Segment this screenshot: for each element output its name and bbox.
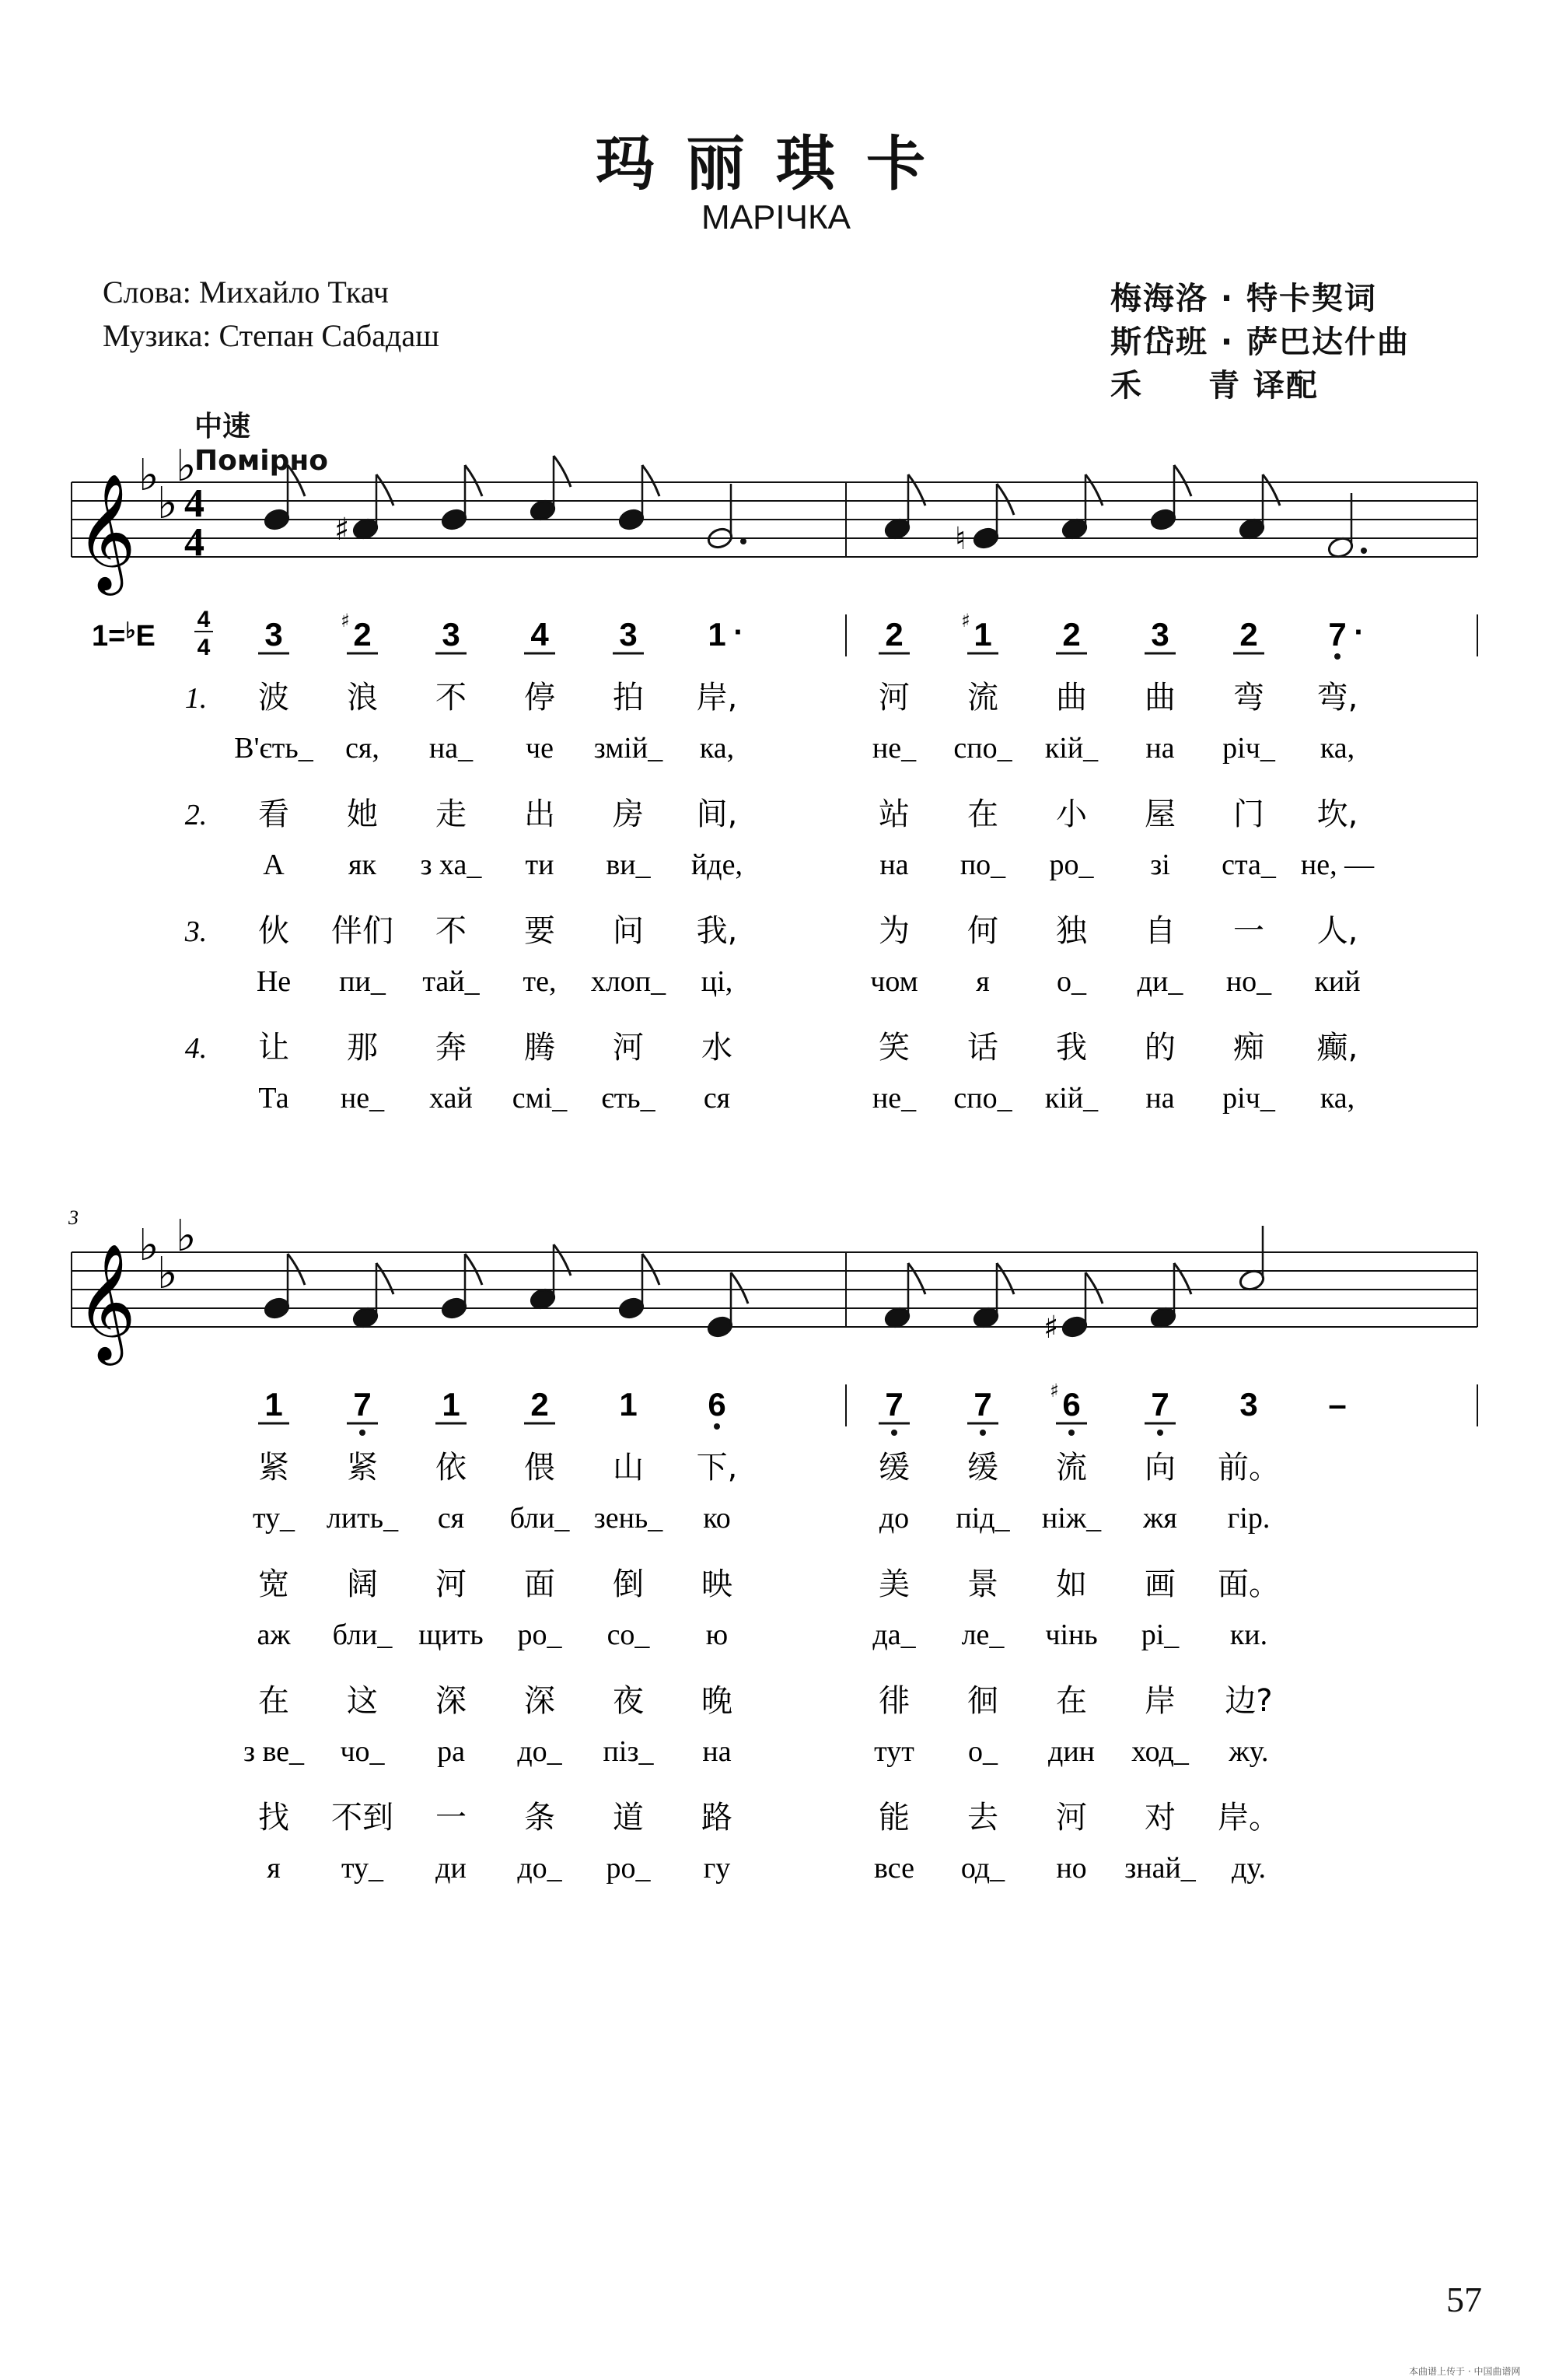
lyric-cn-syllable: 不 [435,913,467,949]
lyric-cn-syllable: 山 [613,1450,644,1486]
dot-mark [740,538,746,544]
lyric-cn-syllable: 画 [1145,1566,1176,1602]
jianpu-low-dot [359,1430,365,1436]
lyric-cn-syllable: 何 [967,913,998,949]
lyric-ua-syllable: ся [703,1081,731,1115]
treble-clef-icon: 𝄞 [76,1242,136,1360]
lyric-cn-syllable: 曲 [1145,680,1176,716]
lyric-ua-syllable: ход_ [1131,1734,1189,1768]
lyric-ua-syllable: спо_ [953,1081,1012,1115]
lyric-ua-syllable: о_ [1057,964,1086,998]
lyric-cn-syllable: 深 [435,1683,467,1719]
lyric-ua-syllable: Та [258,1081,289,1115]
jianpu-note: 7 [1328,616,1347,653]
lyric-ua-syllable: не, — [1300,848,1375,881]
lyric-ua-syllable: смі_ [512,1081,568,1115]
note-flag [288,1254,305,1285]
lyric-ua-syllable: бли_ [332,1618,393,1651]
note-head [1061,1315,1089,1339]
lyric-cn-syllable: 面 [524,1566,555,1602]
lyric-cn-syllable: 的 [1145,1030,1176,1066]
jianpu-note: 1 [708,616,726,653]
lyric-ua-syllable: йде, [690,848,743,881]
lyric-ua-syllable: ро_ [606,1851,651,1885]
jianpu-note: 1 [619,1386,638,1423]
lyric-cn-syllable: 河 [435,1566,467,1602]
lyric-cn-syllable: 晚 [701,1683,732,1719]
lyric-cn-syllable: 流 [1056,1450,1087,1486]
note-head [617,1297,645,1321]
note-head [351,1306,379,1330]
lyric-ua-syllable: ди [435,1851,467,1885]
note-head [1149,1306,1177,1330]
lyric-ua-syllable: ки. [1229,1618,1268,1651]
lyric-cn-syllable: 前。 [1218,1450,1280,1486]
flat-icon: ♭ [138,450,159,501]
lyric-ua-syllable: спо_ [953,731,1012,765]
lyric-ua-syllable: ка, [1320,1081,1355,1115]
lyric-cn-syllable: 徘 [879,1683,910,1719]
lyric-cn-syllable: 曲 [1056,680,1087,716]
lyric-ua-syllable: на_ [428,731,474,765]
jianpu-time-bottom: 4 [197,635,211,660]
lyric-cn-syllable: 伙 [258,913,289,949]
lyric-ua-syllable: ду. [1231,1851,1267,1885]
jianpu-note: 1 [264,1386,283,1423]
composer-credit-cn: 斯岱班 · 萨巴达什曲 [1110,324,1410,360]
lyric-ua-syllable: лить_ [326,1501,399,1535]
note-flag [731,1272,748,1304]
lyric-ua-syllable: бли_ [509,1501,570,1535]
lyric-cn-syllable: 路 [701,1800,732,1836]
jianpu-note: 3 [619,616,638,653]
jianpu-low-dot [891,1430,897,1436]
lyric-cn-syllable: 小 [1056,796,1087,832]
dot-mark [1361,548,1367,554]
lyric-ua-syllable: ту_ [252,1501,295,1535]
lyricist-credit: Слова: Михайло Ткач [103,275,389,310]
jianpu-sharp: ♯ [341,610,350,632]
lyric-ua-syllable: ся, [345,731,379,765]
lyric-cn-syllable: 为 [879,913,910,949]
lyric-ua-syllable: Не [256,964,292,998]
lyric-cn-syllable: 岸 [1145,1683,1176,1719]
verse-number: 1. [184,682,208,715]
lyric-cn-syllable: 边? [1225,1683,1273,1719]
measure-number: 3 [68,1206,79,1229]
lyric-cn-syllable: 对 [1145,1800,1176,1836]
lyric-ua-syllable: на [879,848,909,881]
lyric-ua-syllable: ди_ [1137,964,1183,998]
jianpu-low-dot [1068,1430,1075,1436]
lyric-ua-syllable: да_ [872,1618,916,1651]
lyric-ua-syllable: ти [525,848,554,881]
lyric-ua-syllable: хай [429,1081,473,1115]
note-head [351,517,379,541]
jianpu-note: 1 [973,616,992,653]
lyric-ua-syllable: ста_ [1222,848,1276,881]
lyric-cn-syllable: 拍 [613,680,644,716]
jianpu-note: 4 [530,616,549,653]
lyric-ua-syllable: зень_ [593,1501,663,1535]
lyric-ua-syllable: ро_ [517,1618,562,1651]
lyric-ua-syllable: ра [437,1734,465,1768]
lyric-ua-syllable: ту_ [341,1851,384,1885]
jianpu-note: 7 [885,1386,904,1423]
lyric-ua-syllable: А [263,848,285,881]
jianpu-dot: · [733,615,744,649]
lyric-cn-syllable: 弯 [1233,680,1264,716]
lyric-ua-syllable: не_ [872,731,917,765]
jianpu-note: 3 [442,616,460,653]
jianpu-sharp: ♯ [1050,1380,1059,1402]
lyric-ua-syllable: на [1145,731,1175,765]
lyric-cn-syllable: 在 [1056,1683,1087,1719]
note-flag [288,465,305,496]
lyric-cn-syllable: 面。 [1218,1566,1280,1602]
note-head [1061,517,1089,541]
lyric-ua-syllable: я [976,964,990,998]
lyric-ua-syllable: ніж_ [1041,1501,1102,1535]
lyric-cn-syllable: 阔 [347,1566,378,1602]
note-flag [642,465,659,496]
lyric-ua-syllable: дин [1047,1734,1096,1768]
lyric-cn-syllable: 流 [967,680,998,716]
lyric-ua-syllable: річ_ [1222,731,1275,765]
lyric-ua-syllable: все [874,1851,914,1885]
lyric-ua-syllable: до_ [517,1734,562,1768]
note-head [706,1315,734,1339]
lyric-cn-syllable: 波 [258,680,289,716]
lyric-cn-syllable: 缓 [967,1450,998,1486]
lyric-ua-syllable: пи_ [339,964,386,998]
jianpu-note: 3 [1239,1386,1258,1423]
jianpu-note: 1 [442,1386,460,1423]
lyric-ua-syllable: В'єть_ [234,731,313,765]
lyric-ua-syllable: гу [703,1851,731,1885]
lyric-cn-syllable: 紧 [347,1450,378,1486]
lyric-cn-syllable: 一 [435,1800,467,1836]
lyric-ua-syllable: я [267,1851,281,1885]
lyric-cn-syllable: 河 [879,680,910,716]
lyric-ua-syllable: до [879,1501,910,1535]
lyric-ua-syllable: аж [257,1618,291,1651]
lyric-cn-syllable: 笑 [879,1030,910,1066]
lyric-ua-syllable: єть_ [601,1081,655,1115]
note-head [1238,1269,1266,1293]
lyric-ua-syllable: гір. [1227,1501,1271,1535]
jianpu-note: 7 [1151,1386,1169,1423]
lyric-cn-syllable: 缓 [879,1450,910,1486]
lyric-cn-syllable: 景 [967,1566,998,1602]
verse-number: 3. [184,915,208,948]
lyric-ua-syllable: кій_ [1044,1081,1099,1115]
treble-clef-icon: 𝄞 [76,472,136,590]
tempo-cn: 中速 [194,411,251,443]
lyric-ua-syllable: піз_ [603,1734,654,1768]
lyric-ua-syllable: чо_ [340,1734,385,1768]
jianpu-note: 2 [530,1386,549,1423]
tempo-ua: Помірно [194,445,329,477]
jianpu-note: 2 [1239,616,1258,653]
lyric-ua-syllable: ро_ [1049,848,1094,881]
lyric-ua-syllable: під_ [956,1501,1010,1535]
lyric-cn-syllable: 一 [1233,913,1264,949]
lyric-ua-syllable: ко [703,1501,731,1535]
note-flag [642,1254,659,1285]
lyric-ua-syllable: зі [1150,848,1170,881]
lyric-ua-syllable: ле_ [961,1618,1005,1651]
jianpu-note: 2 [885,616,904,653]
translator-credit-cn: 禾 青 译配 [1110,368,1319,404]
lyric-ua-syllable: о_ [968,1734,998,1768]
lyric-ua-syllable: чінь [1045,1618,1098,1651]
lyric-cn-syllable: 向 [1145,1450,1176,1486]
lyric-ua-syllable: не_ [872,1081,917,1115]
lyric-ua-syllable: не_ [340,1081,385,1115]
lyric-cn-syllable: 倒 [613,1566,644,1602]
lyric-cn-syllable: 她 [347,796,378,832]
lyric-cn-syllable: 走 [435,796,467,832]
jianpu-time-top: 4 [197,607,211,632]
jianpu-note: 2 [1062,616,1081,653]
lyric-ua-syllable: тут [874,1734,914,1768]
lyric-cn-syllable: 道 [613,1800,644,1836]
note-head [440,1297,468,1321]
lyric-ua-syllable: че [526,731,554,765]
lyric-cn-syllable: 痴 [1233,1030,1264,1066]
lyric-ua-syllable: ви_ [606,848,651,881]
natural-icon: ♮ [955,521,967,557]
lyric-ua-syllable: з ха_ [420,848,482,881]
lyric-cn-syllable: 弯, [1316,680,1358,716]
lyric-ua-syllable: тай_ [422,964,480,998]
verse-number: 4. [184,1032,208,1065]
lyric-cn-syllable: 下, [696,1450,738,1486]
lyric-cn-syllable: 坎, [1316,796,1358,832]
lyric-ua-syllable: те, [523,964,557,998]
lyric-cn-syllable: 这 [347,1683,378,1719]
lyric-ua-syllable: ці, [701,964,733,998]
sharp-icon: ♯ [334,512,350,548]
page-number: 57 [1446,2280,1482,2319]
lyric-cn-syllable: 徊 [967,1683,998,1719]
lyric-cn-syllable: 深 [524,1683,555,1719]
lyric-cn-syllable: 我, [696,913,738,949]
lyric-cn-syllable: 不 [435,680,467,716]
note-head [1238,517,1266,541]
lyric-cn-syllable: 如 [1056,1566,1087,1602]
note-head [972,1306,1000,1330]
note-head [883,517,911,541]
lyric-cn-syllable: 房 [613,796,644,832]
jianpu-low-dot [1157,1430,1163,1436]
lyric-ua-syllable: ю [705,1618,729,1651]
note-head [440,508,468,532]
flat-icon: ♭ [138,1220,159,1271]
lyric-cn-syllable: 奔 [435,1030,467,1066]
lyric-ua-syllable: жу. [1229,1734,1269,1768]
lyricist-credit-cn: 梅海洛 · 特卡契词 [1110,281,1378,317]
jianpu-low-dot [1334,653,1341,660]
lyric-cn-syllable: 偎 [524,1450,555,1486]
lyric-cn-syllable: 在 [967,796,998,832]
lyric-ua-syllable: щить [418,1618,484,1651]
lyric-cn-syllable: 自 [1145,913,1176,949]
note-head [617,508,645,532]
lyric-cn-syllable: 癫, [1316,1030,1358,1066]
lyric-ua-syllable: змій_ [593,731,663,765]
lyric-ua-syllable: на [702,1734,732,1768]
note-flag [465,465,482,496]
jianpu-note: 7 [973,1386,992,1423]
song-subtitle: МАРІЧКА [701,198,851,236]
lyric-ua-syllable: хлоп_ [590,964,666,998]
lyric-cn-syllable: 出 [524,796,555,832]
lyric-cn-syllable: 去 [967,1800,998,1836]
jianpu-note: 3 [264,616,283,653]
jianpu-low-dot [714,1423,720,1430]
lyric-ua-syllable: ся [437,1501,465,1535]
lyric-ua-syllable: чом [870,964,918,998]
jianpu-low-dot [980,1430,986,1436]
note-head [529,1287,557,1311]
lyric-cn-syllable: 能 [879,1800,910,1836]
footer-watermark: 本曲谱上传于 · 中国曲谱网 [1409,2366,1521,2377]
lyric-ua-syllable: на [1145,1081,1175,1115]
lyric-cn-syllable: 问 [613,913,644,949]
sharp-icon: ♯ [1043,1310,1059,1346]
lyric-cn-syllable: 条 [524,1800,555,1836]
note-head [263,508,291,532]
lyric-cn-syllable: 要 [524,913,555,949]
lyric-cn-syllable: 屋 [1145,796,1176,832]
flat-icon: ♭ [157,478,178,529]
jianpu-note: – [1328,1386,1347,1423]
jianpu-note: 6 [708,1386,726,1423]
note-head [263,1297,291,1321]
note-head [1149,508,1177,532]
lyric-cn-syllable: 站 [879,796,910,832]
composer-credit: Музика: Степан Сабадаш [103,318,439,353]
lyric-cn-syllable: 话 [967,1030,998,1066]
lyric-cn-syllable: 人, [1316,913,1358,949]
lyric-cn-syllable: 独 [1056,913,1087,949]
jianpu-note: 7 [353,1386,372,1423]
time-signature-top: 4 [184,481,204,526]
jianpu-dot: · [1354,615,1365,649]
jianpu-note: 6 [1062,1386,1081,1423]
lyric-ua-syllable: до_ [517,1851,562,1885]
note-flag [997,484,1014,515]
lyric-cn-syllable: 夜 [613,1683,644,1719]
lyric-cn-syllable: 水 [701,1030,732,1066]
lyric-cn-syllable: 岸。 [1218,1800,1280,1836]
note-flag [1174,465,1191,496]
verse-number: 2. [184,799,208,831]
lyric-cn-syllable: 那 [347,1030,378,1066]
lyric-ua-syllable: жя [1143,1501,1177,1535]
lyric-cn-syllable: 美 [879,1566,910,1602]
lyric-cn-syllable: 河 [1056,1800,1087,1836]
lyric-cn-syllable: 门 [1233,796,1264,832]
lyric-cn-syllable: 河 [613,1030,644,1066]
key-signature: 1=♭E [92,618,156,653]
jianpu-note: 2 [353,616,372,653]
note-flag [1085,1272,1103,1304]
lyric-cn-syllable: 紧 [258,1450,289,1486]
lyric-ua-syllable: знай_ [1124,1851,1196,1885]
lyric-cn-syllable: 依 [435,1450,467,1486]
lyric-ua-syllable: но_ [1225,964,1272,998]
lyric-cn-syllable: 找 [258,1800,289,1836]
lyric-ua-syllable: кий [1314,964,1361,998]
lyric-cn-syllable: 间, [696,796,738,832]
lyric-ua-syllable: по_ [960,848,1006,881]
song-title: 玛丽琪卡 [596,129,956,198]
lyric-cn-syllable: 看 [258,796,289,832]
lyric-ua-syllable: річ_ [1222,1081,1275,1115]
lyric-cn-syllable: 让 [258,1030,289,1066]
lyric-ua-syllable: но [1056,1851,1087,1885]
lyric-ua-syllable: рі_ [1141,1618,1180,1651]
jianpu-sharp: ♯ [961,610,970,632]
flat-icon: ♭ [176,1211,197,1262]
lyric-cn-syllable: 在 [258,1683,289,1719]
note-head [1327,536,1355,560]
lyric-cn-syllable: 停 [524,680,555,716]
lyric-cn-syllable: 宽 [258,1566,289,1602]
lyric-cn-syllable: 我 [1056,1030,1087,1066]
note-head [883,1306,911,1330]
lyric-ua-syllable: ка, [699,731,735,765]
lyric-ua-syllable: з ве_ [243,1734,305,1768]
lyric-cn-syllable: 映 [701,1566,732,1602]
lyric-ua-syllable: кій_ [1044,731,1099,765]
flat-icon: ♭ [176,441,197,492]
note-head [972,527,1000,551]
lyric-cn-syllable: 不到 [331,1800,393,1836]
lyric-cn-syllable: 伴们 [331,913,393,949]
note-flag [465,1254,482,1285]
time-signature-bottom: 4 [184,520,204,565]
jianpu-note: 3 [1151,616,1169,653]
lyric-cn-syllable: 腾 [524,1030,555,1066]
lyric-ua-syllable: ка, [1320,731,1355,765]
lyric-ua-syllable: со_ [606,1618,650,1651]
flat-icon: ♭ [157,1248,178,1299]
note-head [529,499,557,523]
lyric-cn-syllable: 浪 [347,680,378,716]
lyric-cn-syllable: 岸, [696,680,738,716]
lyric-ua-syllable: як [348,848,376,881]
lyric-ua-syllable: од_ [960,1851,1005,1885]
